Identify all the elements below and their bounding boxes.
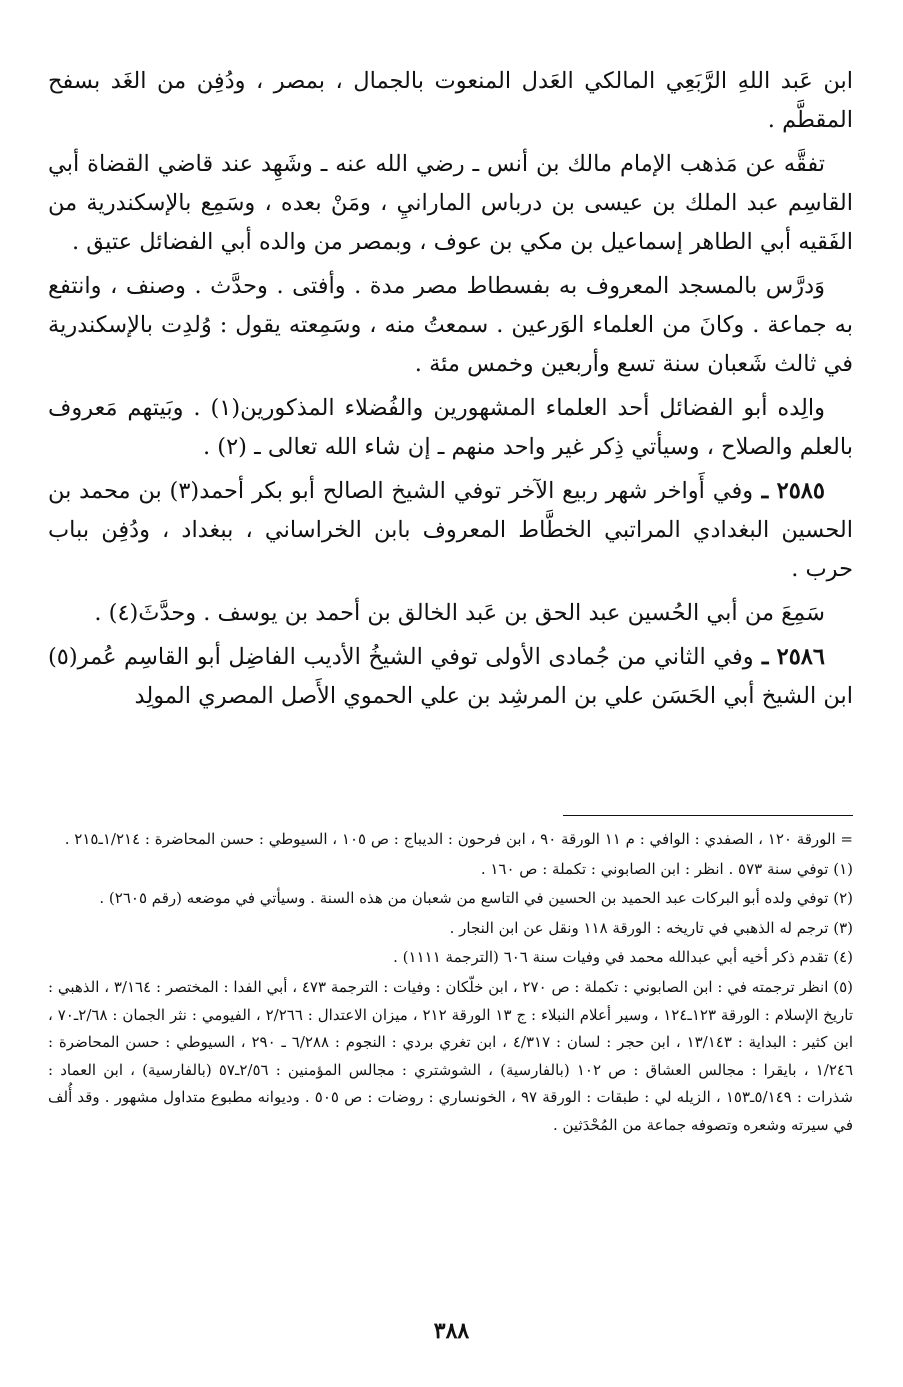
main-text — [48, 62, 853, 721]
footnote-3: (٣) ترجم له الذهبي في تاريخه : الورقة ١١٨ ونقل عن ابن النجار . — [449, 918, 853, 937]
footnote-continuation: = الورقة ١٢٠ ، الصفدي : الوافي : م ١١ الورقة ٩٠ ، ابن فرحون : الديباج : ص ١٠٥ ، السيوطي : حسن المحاضرة : ١/٢١٤ـ٢١٥ . — [64, 830, 853, 848]
footnote-separator — [563, 815, 853, 816]
entry-2585 — [48, 472, 853, 589]
page-number: ٣٨٨ — [433, 1318, 470, 1344]
paragraph-1: ابن عَبد اللهِ الرَّبَعِي المالكي العَدل المنعوت بالجمال ، بمصر ، ودُفِن من الغَد بسفح المقطَّم . — [48, 68, 853, 133]
entry-number: ٢٥٨٦ ـ — [761, 644, 825, 670]
entry-body: وفي أَواخر شهر ربيع الآخر توفي الشيخ الصالح أبو بكر أحمد(٣) بن محمد بن الحسين البغدادي المراتبي الخطَّاط المعروف بابن الخراساني ، ببغداد ، ودُفِن بباب حرب . — [48, 478, 853, 582]
footnote-1: (١) توفي سنة ٥٧٣ . انظر : ابن الصابوني : تكملة : ص ١٦٠ . — [480, 859, 853, 878]
footnotes — [48, 826, 853, 1142]
footnote-2: (٢) توفي ولده أبو البركات عبد الحميد بن الحسين في التاسع من شعبان من هذه السنة . وسيأتي في موضعه (رقم ٢٦٠٥) . — [99, 889, 853, 908]
entry-body: وفي الثاني من جُمادى الأولى توفي الشيخُ الأديب الفاضِل أبو القاسِم عُمر(٥) ابن الشيخ أبي الحَسَن علي بن المرشِد بن علي الحموي الأَصل المصري المولِد — [48, 644, 853, 709]
paragraph-3: وَدرَّس بالمسجد المعروف به بفسطاط مصر مدة . وأفتى . وحدَّث . وصنف ، وانتفع به جماعة . وكانَ من العلماء الوَرعين . سمعتُ منه ، وسَمِعته يقول : وُلدِت بالإسكندرية في ثالث شَعبان سنة تسع وأربعين وخمس مئة . — [48, 273, 853, 377]
paragraph-4: والِده أبو الفضائل أحد العلماء المشهورين والفُضلاء المذكورين(١) . وبَيتهم مَعروف بالعلم والصلاح ، وسيأتي ذِكر غير واحد منهم ـ إن شاء الله تعالى ـ (٢) . — [48, 395, 853, 460]
paragraph-2: تفقَّه عن مَذهب الإمام مالك بن أنس ـ رضي الله عنه ـ وشَهِد عند قاضي القضاة أبي القاسِم عبد الملك بن عيسى بن درباس المارانيِ ، ومَنْ بعده ، وسَمِع بالإسكندرية من الفَقيه أبي الطاهر إسماعيل بن مكي بن عوف ، وبمصر من والده أبي الفضائل عتيق . — [48, 151, 853, 255]
entry-2586 — [48, 638, 853, 716]
footnote-4: (٤) تقدم ذكر أخيه أبي عبدالله محمد في وفيات سنة ٦٠٦ (الترجمة ١١١١) . — [393, 948, 853, 967]
footnote-5: (٥) انظر ترجمته في : ابن الصابوني : تكملة : ص ٢٧٠ ، ابن خلّكان : وفيات : الترجمة ٤٧٣ ، أبي الفدا : المختصر : ٣/١٦٤ ، الذهبي : تاريخ الإسلام : الورقة ١٢٣ـ١٢٤ ، وسير أعلام النبلاء : ج ١٣ الورقة ٢١٢ ، ميزان الاعتدال : ٢/٢٦٦ ، الفيومي : نثر الجمان : ٢/٦٨ـ٧٠ ، ابن كثير : البداية : ١٣/١٤٣ ، ابن حجر : لسان : ٤/٣١٧ ، ابن تغري بردي : النجوم : ٦/٢٨٨ ـ ٢٩٠ ، السيوطي : حسن المحاضرة : ١/٢٤٦ ، بايقرا : مجالس العشاق : ص ١٠٢ (بالفارسية) ، الشوشتري : مجالس المؤمنين : ٢/٥٦ـ٥٧ (بالفارسية) ، ابن العماد : شذرات : ٥/١٤٩ـ١٥٣ ، الزيله لي : طبقات : الورقة ٩٧ ، الخونساري : روضات : ص ٥٠٥ . وديوانه مطبوع متداول مشهور . وقد أُلف في سيرته وشعره وتصوفه جماعة من المُحْدَثين . — [48, 977, 854, 1134]
paragraph-6: سَمِعَ من أبي الحُسين عبد الحق بن عَبد الخالق بن أحمد بن يوسف . وحدَّثَ(٤) . — [94, 600, 825, 626]
entry-number: ٢٥٨٥ ـ — [761, 478, 825, 504]
